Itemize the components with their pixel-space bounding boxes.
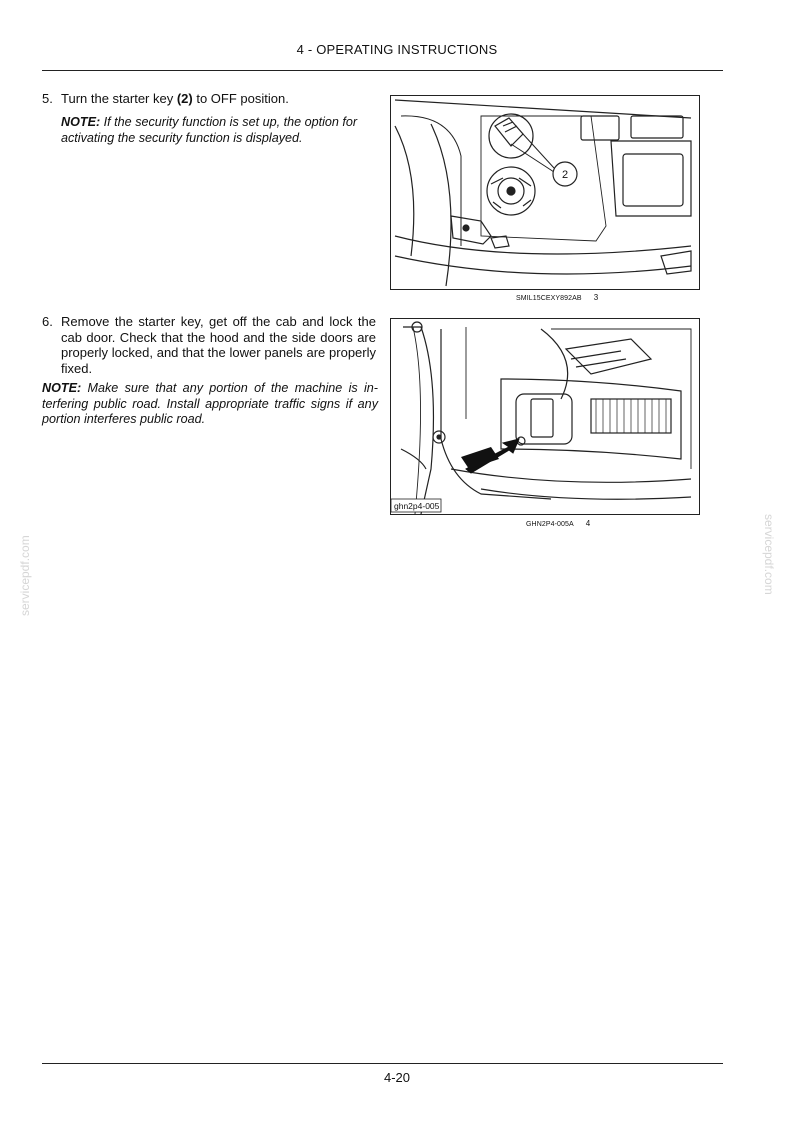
figure-number: 3 <box>593 293 599 302</box>
note-label: NOTE: <box>42 381 82 395</box>
figure-starter-key <box>390 95 700 290</box>
figure-cab-door <box>390 318 700 515</box>
figure-3-caption <box>516 293 598 302</box>
figure-callout-2: 2 <box>561 169 569 181</box>
note-public-road <box>42 381 378 428</box>
page-number: 4-20 <box>383 1070 411 1085</box>
step-text-start: Turn the starter key <box>61 91 177 106</box>
cab-door-illustration <box>391 319 699 514</box>
starter-key-illustration <box>391 96 699 289</box>
figure-inset-label: ghn2p4-005 <box>394 501 440 511</box>
section-title: 4 - OPERATING INSTRUCTIONS <box>296 42 498 57</box>
step-6 <box>42 314 376 376</box>
note-text: Make sure that any portion of the machine is in-terfering public road. Install appropriate traffic signs if any portion interferes public road. <box>42 381 378 426</box>
step-5 <box>42 91 376 107</box>
watermark-left: servicepdf.com <box>18 535 32 616</box>
watermark-right: servicepdf.com <box>762 514 776 595</box>
reference-callout: (2) <box>176 91 193 106</box>
figure-code: SMIL15CEXY892AB <box>516 295 582 302</box>
step-number: 5. <box>42 91 53 106</box>
step-number: 6. <box>42 314 53 329</box>
header-rule <box>42 70 723 71</box>
step-text <box>61 91 376 107</box>
step-text: Remove the starter key, get off the cab and lock the cab door. Check that the hood and the side doors are properly locked, and that the lower panels are properly fixed. <box>61 314 376 376</box>
note-security <box>61 115 377 146</box>
step-text-end: to OFF position. <box>192 91 289 106</box>
figure-number: 4 <box>585 519 591 528</box>
note-label: NOTE: <box>61 115 101 129</box>
note-text: If the security function is set up, the option for activating the security function is displayed. <box>61 115 358 145</box>
figure-4-caption <box>526 519 590 528</box>
footer-rule <box>42 1063 723 1064</box>
figure-code: GHN2P4-005A <box>526 521 574 528</box>
